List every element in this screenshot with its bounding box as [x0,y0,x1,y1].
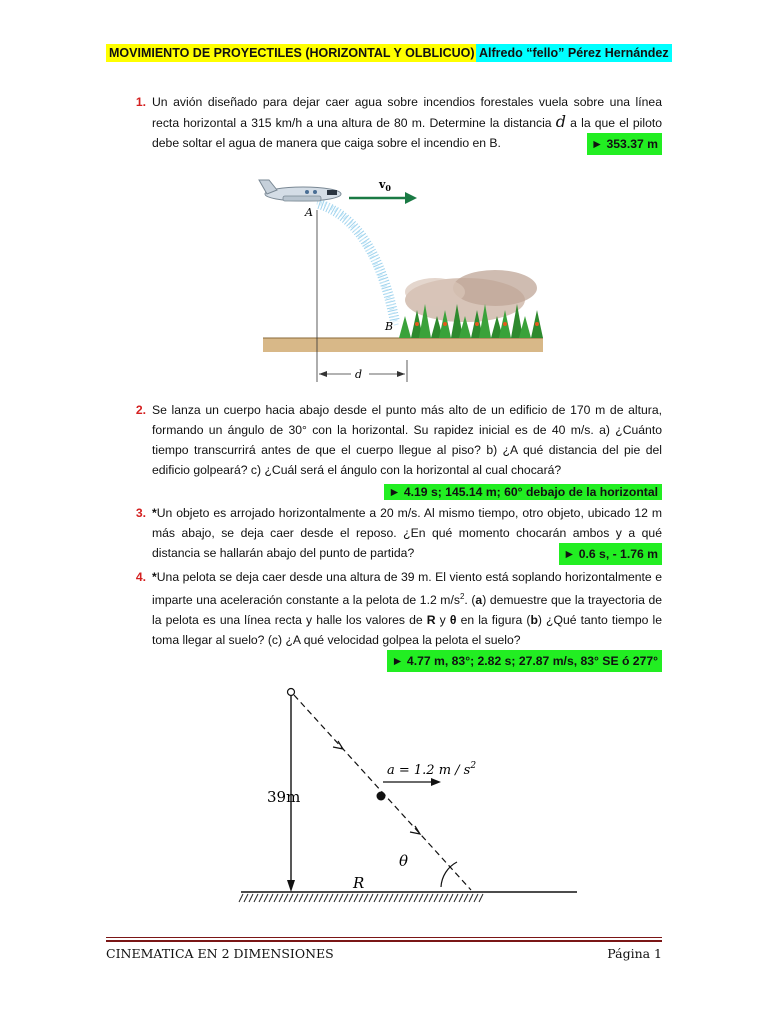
problem-number: 4. [135,570,146,584]
hatch-mark [464,894,468,902]
hatch-mark [424,894,428,902]
footer-section: CINEMATICA EN 2 DIMENSIONES [106,946,334,961]
hatch-mark [434,894,438,902]
problem-number: 3. [135,506,146,520]
hatch-mark [349,894,353,902]
problem-number: 2. [135,403,146,417]
water-stream [319,204,395,322]
problem-text [152,503,662,563]
hatch-mark [239,894,243,902]
answer-badge: ► 353.37 m [587,133,662,155]
problem-text-part: Un avión diseñado para dejar caer agua sobre incendios forestales vuela sobre una línea recta horizontal a 315 km/h a una altura de 80 m. Determine la distancia [152,95,662,130]
figure-ball-trajectory [235,682,585,912]
variable-d: d [555,112,566,131]
hatch-mark [374,894,378,902]
problem-text-part: Una pelota se deja caer desde una altura de 39 m. El viento está soplando horizontalmente e imparte una aceleración constante a la pelota de 1.2 m/s [152,570,662,608]
hatch-mark [279,894,283,902]
hatch-mark [454,894,458,902]
hatch-mark [299,894,303,902]
hatch-mark [284,894,288,902]
hatch-mark [429,894,433,902]
label-R-fig: R [353,874,365,892]
fire-spot [535,322,539,326]
star-marker: * [152,570,157,584]
hatch-mark [254,894,258,902]
label-a: a [475,593,483,608]
ground-hatch [239,894,483,902]
hatch-mark [394,894,398,902]
answer-badge: ► 4.77 m, 83°; 2.82 s; 27.87 m/s, 83° SE ó 277° [387,650,662,672]
fire-spot [475,322,479,326]
document-title: MOVIMIENTO DE PROYECTILES (HORIZONTAL Y OLBLICUO) [106,44,478,62]
hatch-mark [314,894,318,902]
hatch-mark [334,894,338,902]
label-theta-fig: θ [399,852,409,870]
problem-4 [106,567,662,672]
hatch-mark [444,894,448,902]
hatch-mark [379,894,383,902]
hatch-mark [369,894,373,902]
problem-text-part: ) demuestre que la trayectoria de la pelota es una línea recta y halle los valores de [152,593,662,628]
ball [377,792,386,801]
hatch-mark [244,894,248,902]
problem-2 [106,400,662,502]
fire-spot [503,322,507,326]
problem-number: 1. [135,95,146,109]
tree [399,316,411,338]
fire-spot [443,322,447,326]
answer-badge: ► 0.6 s, - 1.76 m [559,543,662,565]
hatch-mark [269,894,273,902]
hatch-mark [459,894,463,902]
label-theta: θ [449,613,457,628]
problem-1 [106,92,662,155]
author-name: Alfredo “fello” Pérez Hernández [476,44,672,62]
hatch-mark [249,894,253,902]
problem-text-part: a la que el piloto debe soltar el agua de manera que caiga sobre el incendio en B. [152,116,663,150]
problem-text [152,567,663,669]
label-v0: $v_0$ [379,178,391,193]
hatch-mark [384,894,388,902]
problem-text-part: y [435,613,450,628]
hatch-mark [304,894,308,902]
hatch-mark [359,894,363,902]
problem-text-part: Un objeto es arrojado horizontalmente a 20 m/s. Al mismo tiempo, otro objeto, ubicado 12 m más abajo, se deja caer desde el reposo. ¿En qué momento chocarán ambos y a qué distancia se hallarán abajo del punto de partida? [152,506,662,560]
hatch-mark [354,894,358,902]
problem-text-part: en la figura ( [456,613,531,628]
answer-badge: ► 4.19 s; 145.14 m; 60° debajo de la horizontal [384,484,662,500]
superscript: 2 [459,592,465,601]
hatch-mark [399,894,403,902]
hatch-mark [264,894,268,902]
hatch-mark [419,894,423,902]
label-acceleration: a = 1.2 m / $s^2$ [387,761,477,778]
hatch-mark [289,894,293,902]
hatch-mark [339,894,343,902]
hatch-mark [309,894,313,902]
fire-spot [415,322,419,326]
hatch-mark [469,894,473,902]
hatch-mark [474,894,478,902]
footer-rule-thick [106,940,662,942]
hatch-mark [449,894,453,902]
ground-strip [263,338,543,352]
hatch-mark [409,894,413,902]
figure-airplane-fire [255,172,545,392]
hatch-mark [389,894,393,902]
hatch-mark [414,894,418,902]
hatch-mark [439,894,443,902]
hatch-mark [324,894,328,902]
footer-rule [106,937,662,938]
footer-page-number: Página 1 [607,946,662,961]
problem-text: Se lanza un cuerpo hacia abajo desde el punto más alto de un edificio de 170 m de altura, formando un ángulo de 30° con la horizontal. Su rapidez inicial es de 40 m/s. a) ¿Cuánto tiempo transcurrirá antes de que el cuerpo llegue al piso? b) ¿A qué distancia del pie del edificio golpeará? c) ¿Cuál será el ángulo con la horizontal al cual chocará? [152,403,662,477]
label-b: b [530,613,538,628]
problem-3 [106,503,662,565]
hatch-mark [479,894,483,902]
hatch-mark [319,894,323,902]
hatch-mark [404,894,408,902]
label-d: d [355,368,363,381]
label-R: R [426,613,436,628]
hatch-mark [364,894,368,902]
label-B: B [385,320,394,333]
problem-text-part: ) ¿Qué tanto tiempo le toma llegar al suelo? (c) ¿A qué velocidad golpea la pelota el suelo? [152,613,663,648]
hatch-mark [259,894,263,902]
hatch-mark [344,894,348,902]
label-height: 39m [267,788,301,806]
hatch-mark [329,894,333,902]
problem-text-part: . ( [464,593,476,608]
hatch-mark [274,894,278,902]
airplane [259,180,341,201]
hatch-mark [294,894,298,902]
star-marker: * [152,506,157,520]
label-A: A [305,206,313,219]
start-point [288,689,295,696]
problem-text [152,92,662,153]
